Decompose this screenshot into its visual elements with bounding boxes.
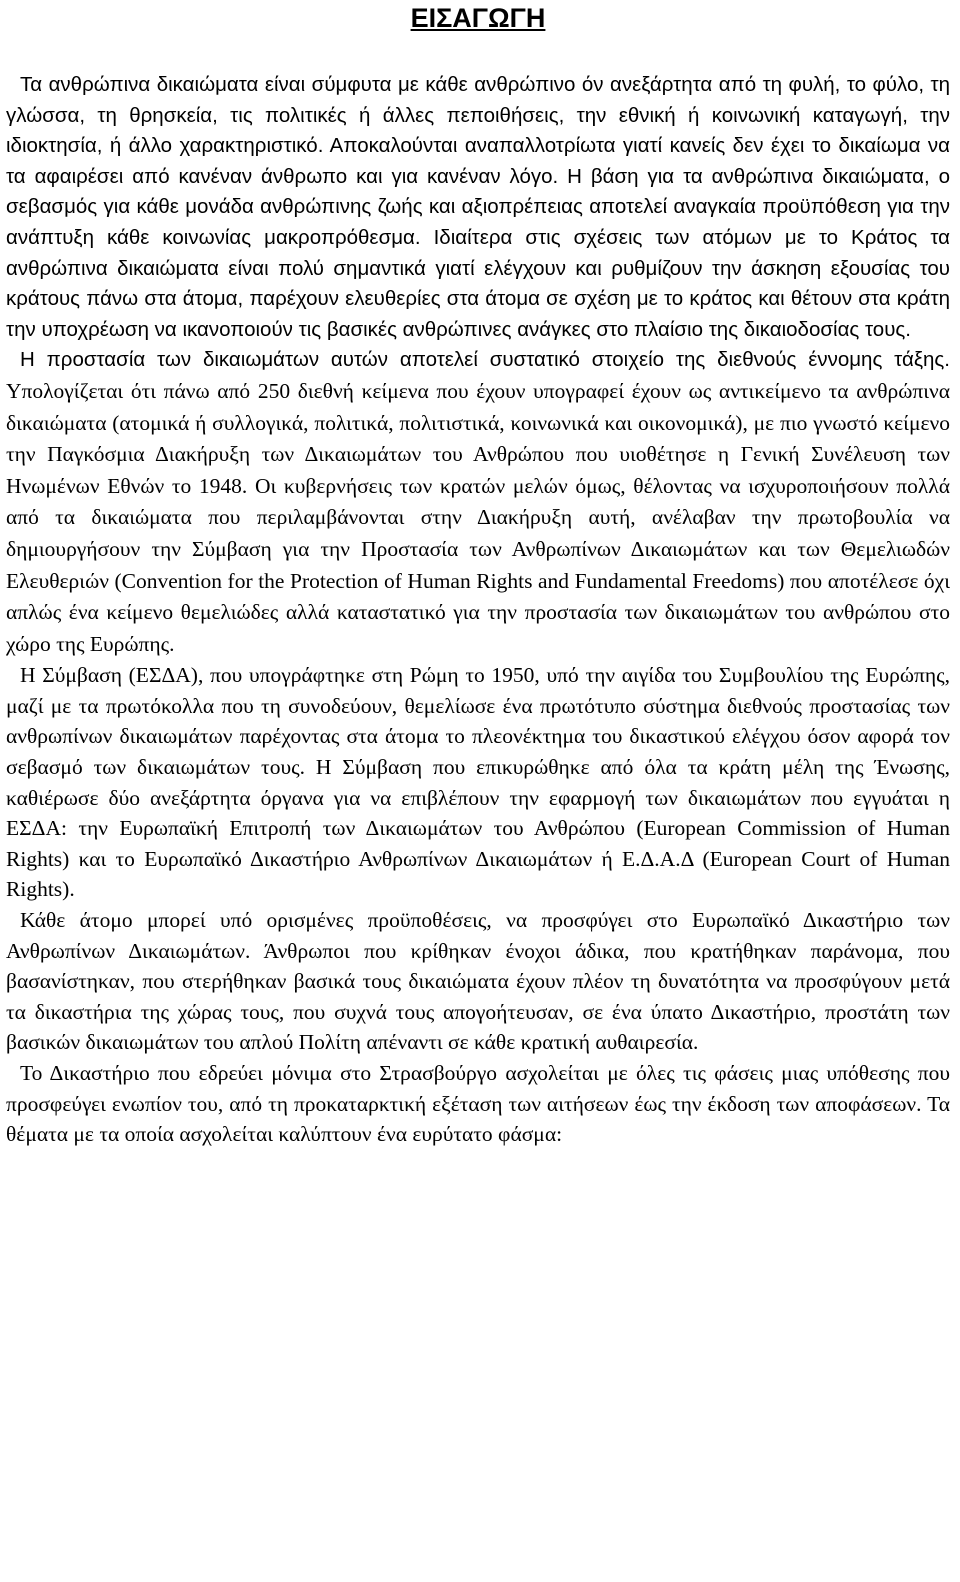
paragraph-intro: Τα ανθρώπινα δικαιώματα είναι σύμφυτα με κάθε ανθρώπινο όν ανεξάρτητα από τη φυλή, το φύλο, τη γλώσσα, τη θρησκεία, τις πολιτικές ή άλλες πεποιθήσεις, την εθνική ή κοινωνική καταγωγή, την ιδιοκτησία, ή άλλο χαρακτηριστικό. Αποκαλούνται αναπαλλοτρίωτα γιατί κανείς δεν έχει το δικαίωμα να τα αφαιρέσει από κανέναν άνθρωπο και για κανέναν λόγο. Η βάση για τα ανθρώπινα δικαιώματα, ο σεβασμός για κάθε μονάδα ανθρώπινης ζωής και αξιοπρέπειας αποτελεί αναγκαία προϋπόθεση για την ανάπτυξη κάθε κοινωνίας μακροπρόθεσμα. Ιδιαίτερα στις σχέσεις των ατόμων με το Κράτος τα ανθρώπινα δικαιώματα είναι πολύ σημαντικά γιατί ελέγχουν και ρυθμίζουν την άσκηση εξουσίας του κράτους πάνω στα άτομα, παρέχουν ελευθερίες στα άτομα σε σχέση με το κράτος και θέτουν στα κράτη την υποχρέωση να ικανοποιούν τις βασικές ανθρώπινες ανάγκες στο πλαίσιο της δικαιοδοσίας τους.: [6, 73, 950, 341]
document-page: [6, 0, 950, 1150]
paragraph-individual-access: Κάθε άτομο μπορεί υπό ορισμένες προϋποθέσεις, να προσφύγει στο Ευρωπαϊκό Δικαστήριο των Ανθρωπίνων Δικαιωμάτων. Άνθρωποι που κρίθηκαν ένοχοι άδικα, που κρατήθηκαν παράνομα, που βασανίστηκαν, που στερήθηκαν βασικά τους δικαιώματα έχουν πλέον τη δυνατότητα να προσφύγουν μετά τα δικαστήρια της χώρας τους, που συχνά τους απογοήτευσαν, σε ένα ύπατο Δικαστήριο, προστάτη των βασικών δικαιωμάτων του απλού Πολίτη απέναντι σε κάθε κρατική αυθαιρεσία.: [6, 908, 950, 1055]
paragraph-convention: Η Σύμβαση (ΕΣΔΑ), που υπογράφτηκε στη Ρώμη το 1950, υπό την αιγίδα του Συμβουλίου της Ευρώπης, μαζί με τα πρωτόκολλα που τη συνοδεύουν, θεμελίωσε ένα πρωτότυπο σύστημα διεθνούς προστασίας των ανθρωπίνων δικαιωμάτων παρέχοντας στα άτομα το πλεονέκτημα του δικαστικού ελέγχου όσον αφορά τον σεβασμό των δικαιωμάτων τους. Η Σύμβαση που επικυρώθηκε από όλα τα κράτη μέλη της Ένωσης, καθιέρωσε δύο ανεξάρτητα όργανα για να επιβλέπουν την εφαρμογή των δικαιωμάτων που εγγυάται η ΕΣΔΑ: την Ευρωπαϊκή Επιτροπή των Δικαιωμάτων του Ανθρώπου (European Commission of Human Rights) και το Ευρωπαϊκό Δικαστήριο Ανθρωπίνων Δικαιωμάτων ή Ε.Δ.Α.Δ (European Court of Human Rights).: [6, 663, 950, 902]
paragraph-protection-lead: Η προστασία των δικαιωμάτων αυτών αποτελεί συστατικό στοιχείο της διεθνούς έννομης τάξης.: [20, 348, 950, 372]
paragraph-protection: [6, 345, 950, 660]
paragraph-court: Το Δικαστήριο που εδρεύει μόνιμα στο Στρασβούργο ασχολείται με όλες τις φάσεις μιας υπόθεσης που προσφεύγει ενωπίον του, από τη προκαταρκτική εξέταση των αιτήσεων έως την έκδοση των αποφάσεων. Τα θέματα με τα οποία ασχολείται καλύπτουν ένα ευρύτατο φάσμα:: [6, 1061, 950, 1147]
page-title: ΕΙΣΑΓΩΓΗ: [410, 3, 546, 33]
paragraph-protection-body: Υπολογίζεται ότι πάνω από 250 διεθνή κείμενα που έχουν υπογραφεί έχουν ως αντικείμενο τα ανθρώπινα δικαιώματα (ατομικά ή συλλογικά, πολιτικά, πολιτιστικά, κοινωνικά και οικονομικά), με πιο γνωστό κείμενο την Παγκόσμια Διακήρυξη των Δικαιωμάτων του Ανθρώπου που υιοθέτησε η Γενική Συνέλευση των Ηνωμένων Εθνών το 1948. Οι κυβερνήσεις των κρατών μελών όμως, θέλοντας να ισχυροποιήσουν πολλά από τα δικαιώματα που περιλαμβάνονται στην Διακήρυξη αυτή, ανέλαβαν την πρωτοβουλία να δημιουργήσουν την Σύμβαση για την Προστασία των Ανθρωπίνων Δικαιωμάτων και των Θεμελιωδών Ελευθεριών (Convention for the Protection of Human Rights and Fundamental Freedoms) που αποτέλεσε όχι απλώς ένα κείμενο θεμελιώδες αλλά καταστατικό για την προστασία των δικαιωμάτων του ανθρώπου στο χώρο της Ευρώπης.: [6, 378, 950, 656]
